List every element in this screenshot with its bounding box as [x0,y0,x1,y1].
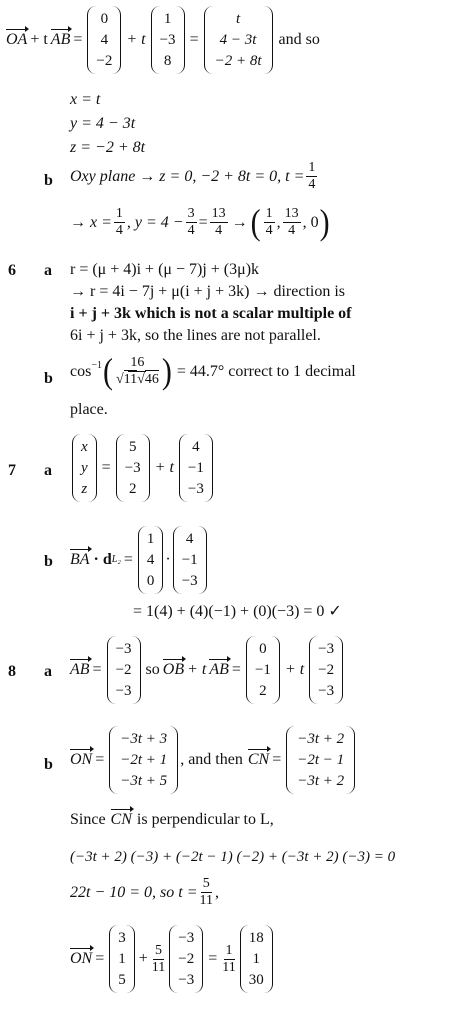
plus-t-text: + t [30,31,48,48]
q7-part-b-label: b [44,553,53,570]
q8-final-direction: −3 −2 −3 [169,925,203,993]
q7-d-vector: 4 −1 −3 [173,526,207,594]
and-so-text: and so [278,31,320,48]
q8-since-line: Since CN is perpendicular to L, [70,811,274,828]
q8-cn-vector: −3t + 2 −2t − 1 −3t + 2 [286,726,355,794]
q8-part-b-label: b [44,756,53,773]
x-equation: x = t [70,91,101,108]
q8-ob-vector: 0 −1 2 [246,636,280,704]
equals-sign: = [73,31,83,48]
q8-final-point: 3 1 5 [109,925,135,993]
q6-a-line2: → r = 4i − 7j + μ(i + j + 3k) → direction is [70,283,345,300]
fraction-quarter: $\frac{1}{4}$ [308,160,316,192]
column-vector-a: 0 4 −2 [87,6,121,74]
q8-on-vector: −3t + 3 −2t + 1 −3t + 5 [109,726,178,794]
q6-b-place: place. [70,401,108,418]
q8-on-final: ON = 3 1 5 + $\frac{5}{11}$ −3 −2 −3 = $\frac{1}{11}$ 18 1 30 [70,925,275,993]
q8-part-a-label: a [44,663,52,680]
q8-solve-line: 22t − 10 = 0, so t = $\frac{5}{11}$ , [70,876,219,908]
q6-a-line3: i + j + 3k which is not a scalar multiple of [70,305,352,322]
q8-dot-equation: (−3t + 2) (−3) + (−2t − 1) (−2) + (−3t + 2) (−3) = 0 [70,849,396,865]
q7-ba-vector: 1 4 0 [138,526,164,594]
column-vector-result: t 4 − 3t −2 + 8t [204,6,273,74]
q5-equation-line [6,6,320,74]
q6-part-b-label: b [44,370,53,387]
q7-point-vector: 5 −3 2 [116,434,150,502]
question-6-number: 6 [8,262,16,279]
q7-part-a-label: a [44,462,52,479]
z-equation: z = −2 + 8t [70,139,146,156]
vector-ab: AB [50,31,71,48]
question-8-number: 8 [8,663,16,680]
plus-t-text-2: + t [126,31,146,48]
q8-ab-vector: −3 −2 −3 [107,636,141,704]
q7-a-line: x y z = 5 −3 2 + t 4 −1 −3 [70,434,215,502]
q8-direction-vector: −3 −2 −3 [309,636,343,704]
q6-part-a-label: a [44,262,52,279]
q7-dot-product-result: = 1(4) + (4)(−1) + (0)(−3) = 0 ✓ [133,603,342,620]
equals-sign-2: = [189,31,199,48]
question-7-number: 7 [8,462,16,479]
q5-b-line1: Oxy plane → z = 0, −2 + 8t = 0, t = $\frac{1}{4}$ [70,160,316,192]
y-equation: y = 4 − 3t [70,115,136,132]
position-vector-xyz: x y z [72,434,97,502]
q6-a-line1: r = (μ + 4)i + (μ − 7)j + (3μ)k [70,261,260,278]
column-vector-direction: 1 −3 8 [151,6,185,74]
q8-final-result: 18 1 30 [240,925,273,993]
q5-part-b-label: b [44,172,53,189]
vector-oa: OA [6,31,28,48]
q7-direction-vector: 4 −1 −3 [179,434,213,502]
q6-a-line4: 6i + j + 3k, so the lines are not parallel. [70,327,321,344]
q8-a-line: AB = −3 −2 −3 so OB + t AB = 0 −1 2 + t −3 −2 −3 [70,636,345,704]
q8-b-line: ON = −3t + 3 −2t + 1 −3t + 5 , and then CN = −3t + 2 −2t − 1 −3t + 2 [70,726,357,794]
q7-b-line: BA · d L₂ = 1 4 0 · 4 −1 −3 [70,526,209,594]
q6-b-line: cos $^{-1}$ ( $\frac{16}{√11√46}$ ) = 44.7° correct to 1 decimal [70,351,356,391]
q5-b-line2: → x = $\frac{1}{4}$ , y = 4 − $\frac{3}{4}$ = $\frac{13}{4}$ → ( $\frac{1}{4}$ , $\frac{13}{4}$ , 0 ) [70,202,330,242]
